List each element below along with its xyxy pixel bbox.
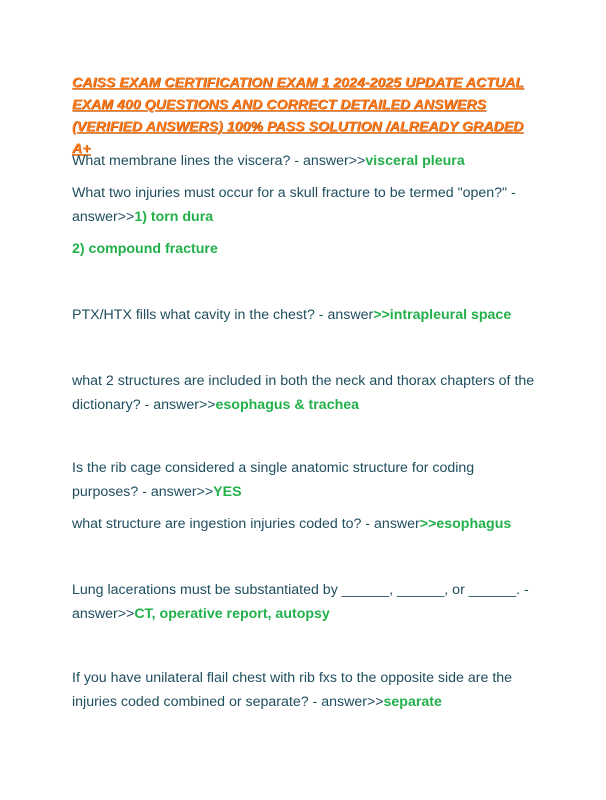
answer-text: esophagus & trachea (215, 397, 360, 413)
qa-item (72, 303, 542, 327)
qa-item (72, 237, 542, 261)
answer-text: 2) compound fracture (72, 241, 218, 257)
qa-item (72, 578, 542, 626)
question-text: What two injuries must occur for a skull fracture to be termed "open?" - answer>> (72, 185, 516, 225)
qa-item (72, 456, 542, 504)
answer-text: CT, operative report, autopsy (134, 606, 330, 622)
question-text: PTX/HTX fills what cavity in the chest? - answer (72, 307, 374, 323)
qa-item (72, 666, 542, 714)
answer-text: YES (213, 484, 242, 500)
answer-text: >>esophagus (419, 516, 512, 532)
answer-text: visceral pleura (365, 153, 465, 169)
qa-item (72, 512, 542, 536)
answer-text: 1) torn dura (134, 209, 214, 225)
question-text: what structure are ingestion injuries coded to? - answer (72, 516, 420, 532)
question-text: what 2 structures are included in both the neck and thorax chapters of the dictionary? - answer>> (72, 373, 535, 413)
question-text: What membrane lines the viscera? - answer>> (72, 153, 366, 169)
question-text: If you have unilateral flail chest with rib fxs to the opposite side are the injuries coded combined or separate? - answer>> (72, 670, 513, 710)
qa-item (72, 181, 542, 229)
answer-text: separate (383, 694, 442, 710)
question-text: Lung lacerations must be substantiated by ______, ______, or ______. - answer>> (72, 582, 529, 622)
qa-item (72, 149, 542, 173)
document-title: CAISS EXAM CERTIFICATION EXAM 1 2024-2025 UPDATE ACTUAL EXAM 400 QUESTIONS AND CORRECT DETAILED ANSWERS (VERIFIED ANSWERS) 100% PASS SOLUTION /ALREADY GRADED A+ (72, 75, 524, 157)
answer-text: >>intrapleural space (373, 307, 512, 323)
question-text: Is the rib cage considered a single anatomic structure for coding purposes? - answer>> (72, 460, 475, 500)
qa-item (72, 369, 542, 417)
